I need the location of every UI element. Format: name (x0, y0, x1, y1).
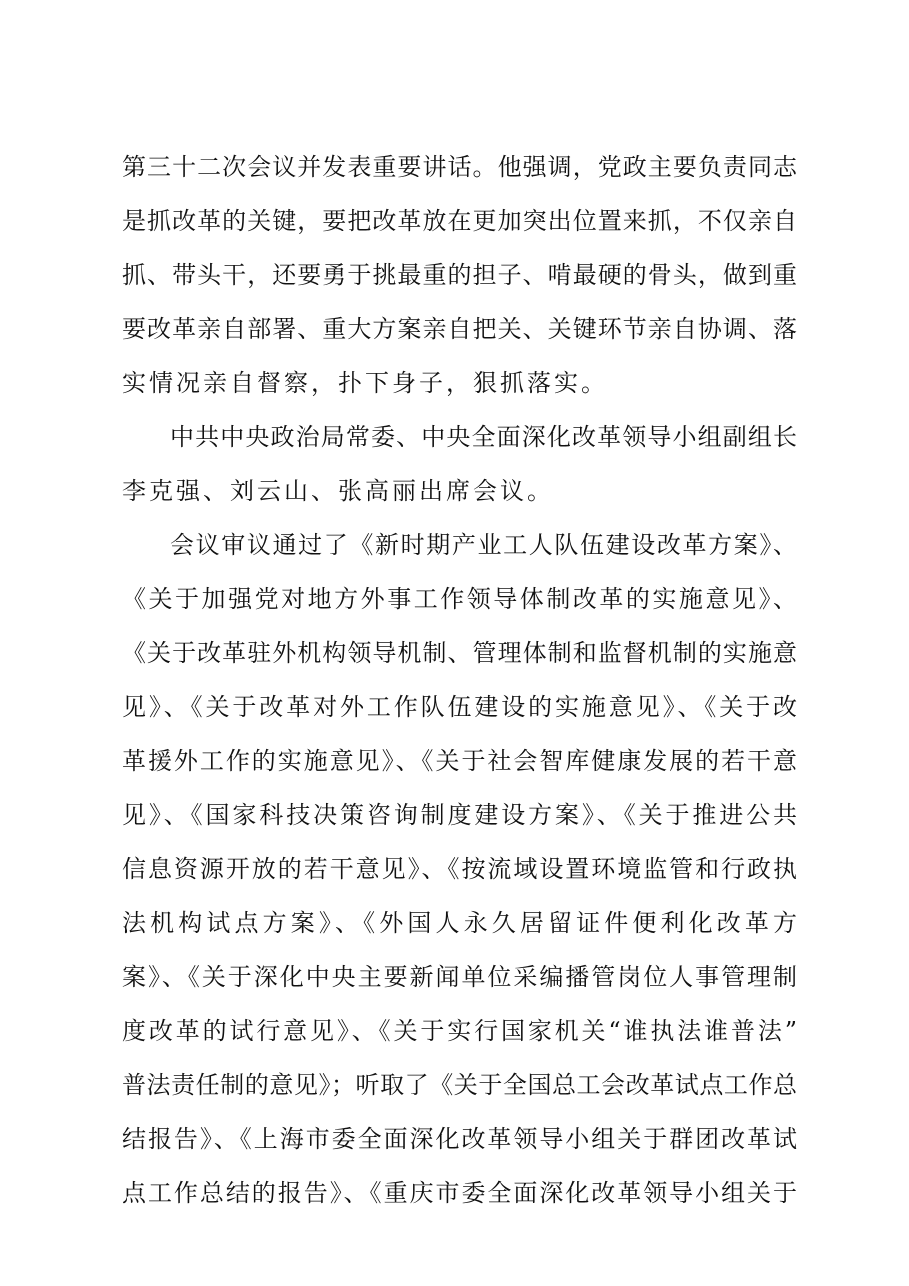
text-line: 会议审议通过了《新时期产业工人队伍建设改革方案》、 (170, 531, 797, 559)
paragraph-attendees (122, 410, 797, 518)
text-line: 李克强、刘云山、张高丽出席会议。 (122, 477, 554, 505)
text-line: 实情况亲自督察，扑下身子，狠抓落实。 (122, 369, 608, 397)
text-line: 第三十二次会议并发表重要讲话。他强调，党政主要负责同志 (122, 153, 797, 181)
text-line: 《关于改革驻外机构领导机制、管理体制和监督机制的实施意 (122, 639, 797, 667)
document-body (122, 140, 797, 1220)
text-line: 案》、《关于深化中央主要新闻单位采编播管岗位人事管理制 (122, 963, 797, 991)
text-line: 中共中央政治局常委、中央全面深化改革领导小组副组长 (170, 423, 797, 451)
text-line: 点工作总结的报告》、《重庆市委全面深化改革领导小组关于 (122, 1179, 797, 1207)
text-line: 抓、带头干，还要勇于挑最重的担子、啃最硬的骨头，做到重 (122, 261, 797, 289)
text-line: 见》、《关于改革对外工作队伍建设的实施意见》、《关于改 (122, 693, 797, 721)
paragraph-documents (122, 518, 797, 1220)
text-line: 《关于加强党对地方外事工作领导体制改革的实施意见》、 (122, 585, 797, 613)
paragraph-speech (122, 140, 797, 410)
text-line: 结报告》、《上海市委全面深化改革领导小组关于群团改革试 (122, 1125, 797, 1153)
text-line: 普法责任制的意见》；听取了《关于全国总工会改革试点工作总 (122, 1071, 797, 1099)
text-line: 度改革的试行意见》、《关于实行国家机关“谁执法谁普法” (122, 1017, 797, 1045)
text-line: 要改革亲自部署、重大方案亲自把关、关键环节亲自协调、落 (122, 315, 797, 343)
text-line: 信息资源开放的若干意见》、《按流域设置环境监管和行政执 (122, 855, 797, 883)
text-line: 是抓改革的关键，要把改革放在更加突出位置来抓，不仅亲自 (122, 207, 797, 235)
text-line: 革援外工作的实施意见》、《关于社会智库健康发展的若干意 (122, 747, 797, 775)
text-line: 见》、《国家科技决策咨询制度建设方案》、《关于推进公共 (122, 801, 797, 829)
text-line: 法机构试点方案》、《外国人永久居留证件便利化改革方 (122, 909, 797, 937)
